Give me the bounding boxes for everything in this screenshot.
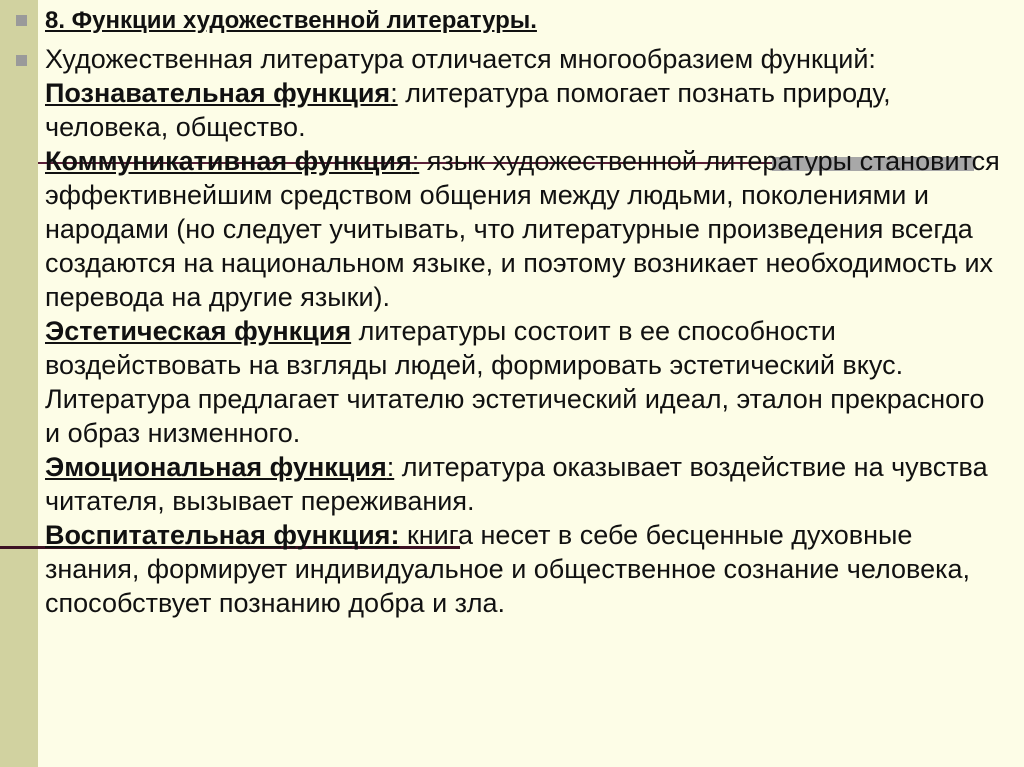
function-separator: : [411,146,420,176]
function-name-educational: Воспитательная функция [45,520,391,550]
function-name-emotional: Эмоциональная функция [45,452,387,482]
function-separator: : [390,78,398,108]
slide-heading: 8. Функции художественной литературы. [45,7,537,34]
function-name-communicative: Коммуникативная функция [45,146,412,176]
function-text-educational: книга несет в себе бесценные духовные знания, формирует индивидуальное и общественное сознание человека, способствует познанию добра и зла. [45,520,971,618]
body-text [45,42,1005,620]
function-text-cognitive: литература помогает познать природу, человека, общество. [45,78,891,142]
heading-item [16,4,1006,38]
function-text-emotional: литература оказывает воздействие на чувства читателя, вызывает переживания. [45,452,988,516]
function-name-aesthetic: Эстетическая функция [45,316,352,346]
function-text-communicative: язык художественной литературы становится эффективнейшим средством общения между людьми, поколениями и народами (но следует учитывать, что литературные произведения всегда создаются на национальном языке, и поэтому возникает необходимость их перевода на другие языки). [45,146,1000,312]
slide-content [16,4,1006,620]
function-name-cognitive: Познавательная функция [45,78,391,108]
square-bullet-icon [16,55,27,66]
function-text-aesthetic: литературы состоит в ее способности воздействовать на взгляды людей, формировать эстетический вкус. Литература предлагает читателю эстетический идеал, эталон прекрасного и образ низменного. [45,316,985,448]
function-separator: : [386,452,395,482]
body-item [16,42,1006,620]
intro-text: Художественная литература отличается многообразием функций: [45,44,876,74]
square-bullet-icon [16,15,27,26]
function-separator: : [390,520,400,550]
